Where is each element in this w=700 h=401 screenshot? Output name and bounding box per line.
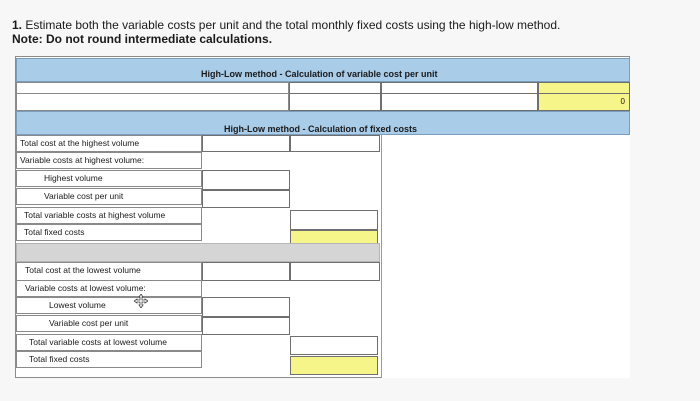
high-label-highest-volume: Highest volume	[44, 173, 103, 183]
high-total-variable-input[interactable]	[290, 210, 378, 230]
high-row-total-fixed	[16, 224, 202, 241]
high-row-variable-per-unit	[16, 188, 202, 205]
low-total-variable-input[interactable]	[290, 336, 378, 355]
high-total-cost-value[interactable]	[290, 135, 380, 152]
low-row-lowest-volume	[16, 297, 202, 314]
low-volume-input[interactable]	[202, 297, 290, 317]
variable-per-unit-value: 0	[620, 97, 625, 106]
question-line	[12, 18, 560, 32]
high-variable-per-unit-input[interactable]	[202, 190, 290, 208]
low-row-total-cost	[16, 262, 202, 281]
empty-area	[381, 135, 630, 378]
low-row-variable-per-unit	[16, 315, 202, 332]
high-label-variable-costs: Variable costs at highest volume:	[20, 155, 145, 165]
low-label-lowest-volume: Lowest volume	[49, 300, 106, 310]
high-label-total-fixed: Total fixed costs	[24, 227, 85, 237]
high-label-total-variable: Total variable costs at highest volume	[24, 210, 166, 220]
variable-cost-header: High-Low method - Calculation of variable cost per unit	[201, 69, 438, 79]
fixed-cost-header: High-Low method - Calculation of fixed costs	[224, 124, 418, 134]
section-separator	[16, 243, 380, 262]
low-row-total-fixed	[16, 351, 202, 368]
low-total-cost-input[interactable]	[202, 262, 290, 281]
low-row-variable-costs	[16, 280, 202, 297]
high-row-total-variable	[16, 207, 202, 224]
question-note: Note: Do not round intermediate calculations.	[12, 32, 273, 46]
low-total-cost-value[interactable]	[290, 262, 380, 281]
high-label-total-cost: Total cost at the highest volume	[20, 138, 140, 148]
low-label-total-cost: Total cost at the lowest volume	[25, 265, 141, 275]
fixed-cost-header-bar	[16, 111, 630, 135]
variable-row2-input[interactable]	[289, 93, 381, 111]
move-cursor-icon	[134, 294, 148, 308]
low-variable-per-unit-input[interactable]	[202, 317, 290, 335]
question-number: 1.	[12, 18, 23, 32]
variable-row2-label[interactable]	[16, 93, 289, 111]
low-label-variable-cost-per-unit: Variable cost per unit	[49, 318, 129, 328]
high-row-total-cost	[16, 135, 202, 152]
low-label-total-variable: Total variable costs at lowest volume	[29, 337, 167, 347]
question-text: Estimate both the variable costs per unit and the total monthly fixed costs using the high-low method.	[25, 18, 561, 32]
high-row-variable-costs	[16, 152, 202, 169]
high-total-cost-input[interactable]	[202, 135, 290, 152]
low-row-total-variable	[16, 334, 202, 351]
high-label-variable-cost-per-unit: Variable cost per unit	[44, 191, 124, 201]
variable-row2-spacer	[381, 93, 538, 111]
low-label-variable-costs: Variable costs at lowest volume:	[25, 283, 146, 293]
variable-cost-header-bar	[16, 58, 630, 82]
low-total-fixed-result[interactable]	[290, 356, 378, 375]
high-volume-input[interactable]	[202, 170, 290, 190]
high-row-highest-volume	[16, 170, 202, 187]
variable-per-unit-result[interactable]	[538, 93, 630, 111]
low-label-total-fixed: Total fixed costs	[29, 354, 90, 364]
